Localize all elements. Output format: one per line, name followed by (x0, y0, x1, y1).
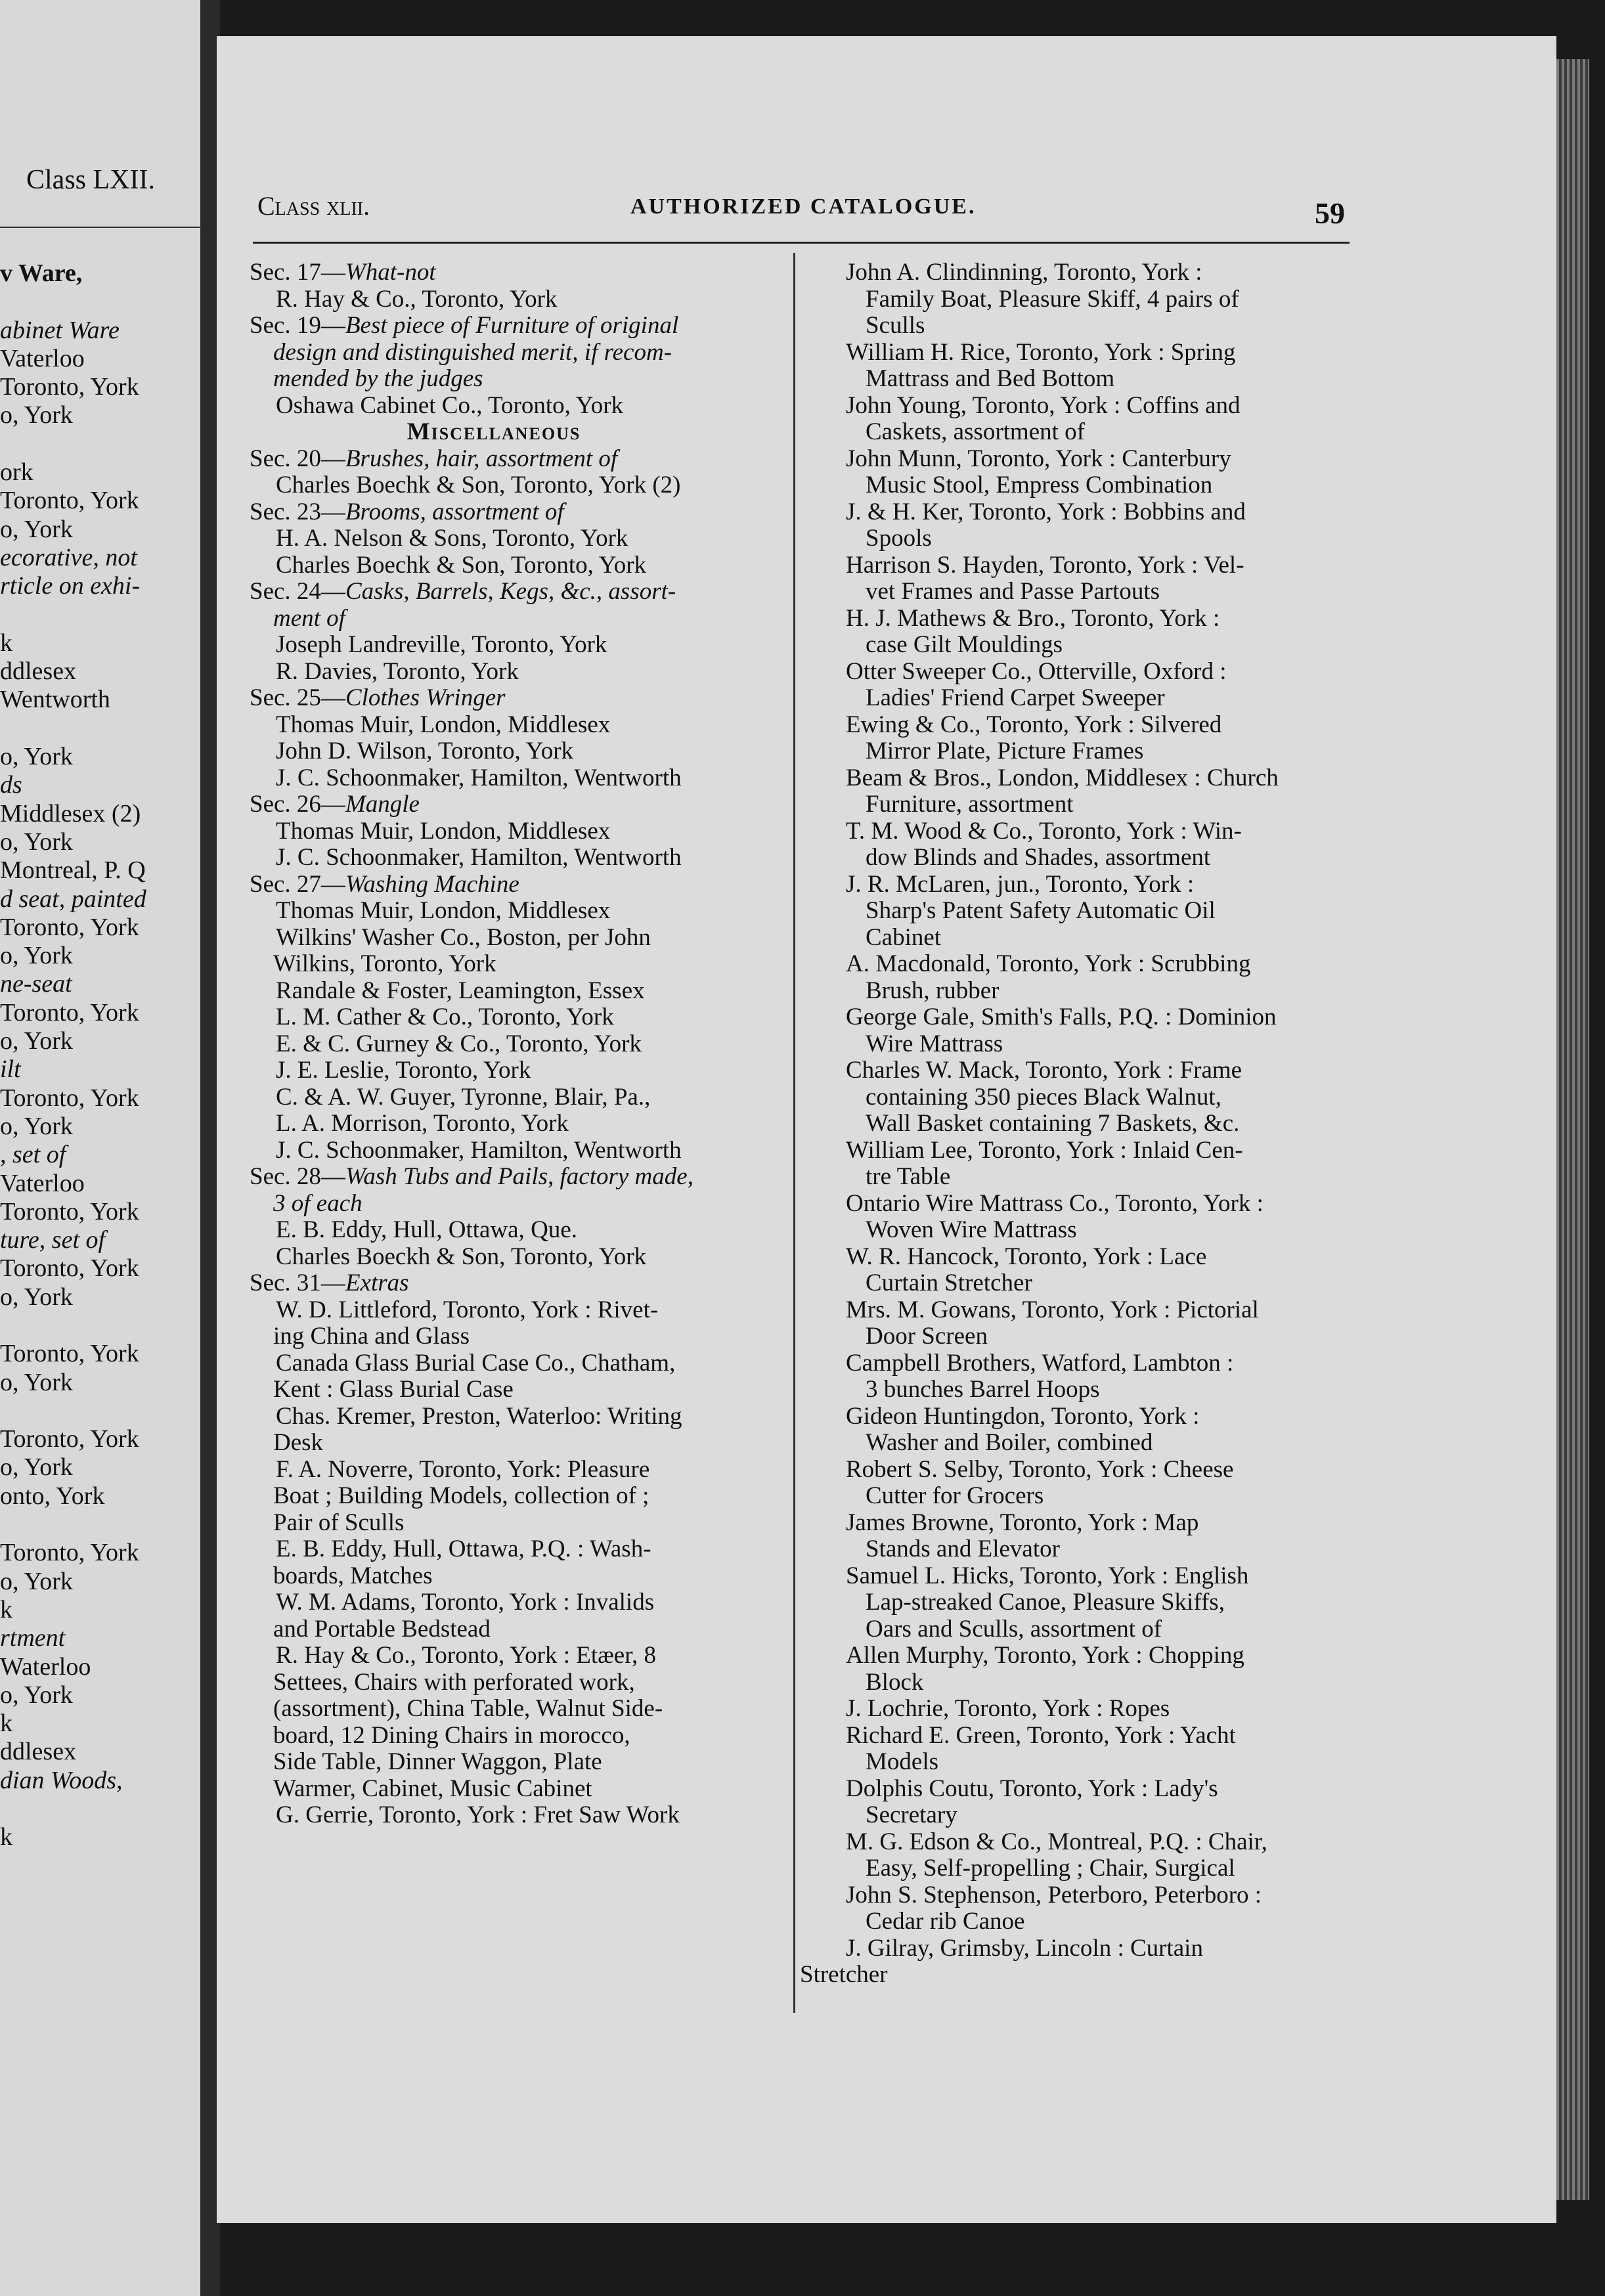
left-page-line: k (0, 1710, 12, 1738)
left-page-line: o, York (0, 1027, 73, 1055)
section-heading (231, 685, 757, 712)
exhibitor-entry-continuation: 3 bunches Barrel Hoops (866, 1377, 1100, 1403)
exhibitor-entry-continuation: dow Blinds and Shades, assortment (866, 845, 1211, 871)
exhibitor-entry-continuation: vet Frames and Passe Partouts (866, 579, 1160, 605)
section-title: Wash Tubs and Pails, factory made, (345, 1164, 693, 1190)
exhibitor-entry: L. M. Cather & Co., Toronto, York (276, 1004, 614, 1030)
section-title: Brooms, assortment of (345, 498, 564, 525)
exhibitor-entry-continuation: Sharp's Patent Safety Automatic Oil (866, 898, 1216, 924)
exhibitor-entry: Charles Boechk & Son, Toronto, York (276, 552, 647, 579)
left-page-line (0, 715, 200, 743)
exhibitor-entry: Samuel L. Hicks, Toronto, York : English (846, 1562, 1249, 1589)
left-page-line: o, York (0, 942, 73, 970)
left-page-line: k (0, 1595, 12, 1623)
exhibitor-entry: J. C. Schoonmaker, Hamilton, Wentworth (276, 845, 682, 871)
section-title: Extras (345, 1270, 409, 1296)
exhibitor-entry: Charles W. Mack, Toronto, York : Frame (846, 1057, 1242, 1084)
header-rule (253, 242, 1350, 244)
exhibitor-entry-continuation: (assortment), China Table, Walnut Side- (273, 1696, 663, 1722)
section-title: Washing Machine (345, 871, 519, 898)
exhibitor-entry-continuation: case Gilt Mouldings (866, 632, 1063, 658)
exhibitor-entry: Robert S. Selby, Toronto, York : Cheese (846, 1456, 1234, 1483)
exhibitor-entry: C. & A. W. Guyer, Tyronne, Blair, Pa., (276, 1084, 651, 1111)
section-title: Casks, Barrels, Kegs, &c., assort- (345, 579, 676, 605)
class-label: Class xlii. (257, 191, 370, 221)
exhibitor-entry-continuation: Cutter for Grocers (866, 1483, 1044, 1509)
left-page-line: Toronto, York (0, 913, 139, 941)
left-page-line: v Ware, (0, 259, 83, 287)
exhibitor-entry: T. M. Wood & Co., Toronto, York : Win- (846, 818, 1242, 845)
exhibitor-entry: James Browne, Toronto, York : Map (846, 1509, 1199, 1536)
exhibitor-entry: John A. Clindinning, Toronto, York : (846, 259, 1202, 286)
left-page-line: Toronto, York (0, 1084, 139, 1112)
section-title: Mangle (345, 791, 420, 818)
section-number: Sec. 28— (250, 1164, 345, 1190)
left-page-line: Toronto, York (0, 998, 139, 1027)
left-page-line: ds (0, 771, 22, 799)
exhibitor-entry: G. Gerrie, Toronto, York : Fret Saw Work (276, 1802, 680, 1828)
section-heading (231, 791, 757, 818)
section-number: Sec. 25— (250, 685, 345, 711)
exhibitor-entry-continuation: Cabinet (866, 924, 942, 951)
exhibitor-entry-continuation: ing China and Glass (273, 1323, 470, 1350)
exhibitor-entry-continuation: Stands and Elevator (866, 1536, 1060, 1562)
left-page-line: o, York (0, 515, 73, 543)
exhibitor-entry: Harrison S. Hayden, Toronto, York : Vel- (846, 552, 1244, 579)
left-page-line: rtment (0, 1624, 66, 1652)
left-page-line: k (0, 1823, 12, 1851)
left-class-heading: Class LXII. (26, 165, 155, 195)
exhibitor-entry: W. R. Hancock, Toronto, York : Lace (846, 1243, 1207, 1270)
left-page-line: ne-seat (0, 970, 72, 998)
exhibitor-entry: Ewing & Co., Toronto, York : Silvered (846, 711, 1222, 738)
exhibitor-entry-continuation: Side Table, Dinner Waggon, Plate (273, 1749, 602, 1775)
section-number: Sec. 17— (250, 259, 345, 286)
left-page-line: Waterloo (0, 1652, 91, 1681)
left-page-line: Toronto, York (0, 1254, 139, 1283)
left-page-line: Montreal, P. Q (0, 856, 146, 885)
exhibitor-entry: Beam & Bros., London, Middlesex : Church (846, 764, 1279, 791)
left-page-fragment (0, 0, 200, 2296)
exhibitor-entry: J. C. Schoonmaker, Hamilton, Wentworth (276, 1137, 682, 1164)
left-page-line (0, 288, 200, 316)
section-number: Sec. 20— (250, 445, 345, 472)
section-heading (231, 579, 757, 606)
exhibitor-entry: J. C. Schoonmaker, Hamilton, Wentworth (276, 764, 682, 791)
section-number: Sec. 31— (250, 1270, 345, 1296)
left-page-line: Toronto, York (0, 1425, 139, 1453)
exhibitor-entry: Charles Boeckh & Son, Toronto, York (276, 1243, 647, 1270)
left-page-line: Toronto, York (0, 1539, 139, 1567)
section-heading-continuation: mended by the judges (273, 366, 483, 392)
exhibitor-entry-continuation: board, 12 Dining Chairs in morocco, (273, 1722, 630, 1749)
section-number: Sec. 19— (250, 313, 345, 339)
exhibitor-entry: Gideon Huntingdon, Toronto, York : (846, 1403, 1200, 1430)
exhibitor-entry-continuation: Boat ; Building Models, collection of ; (273, 1483, 649, 1509)
exhibitor-entry-continuation: Spools (866, 525, 932, 552)
section-number: Sec. 27— (250, 871, 345, 898)
right-column (800, 259, 1365, 1989)
left-page-line: dian Woods, (0, 1766, 123, 1794)
left-page-line: Vaterloo (0, 1169, 85, 1197)
left-page-line (0, 1397, 200, 1425)
left-page-line: Toronto, York (0, 487, 139, 515)
page-edges (1556, 59, 1589, 2200)
exhibitor-entry-continuation: Caskets, assortment of (866, 419, 1085, 445)
exhibitor-entry: Thomas Muir, London, Middlesex (276, 711, 611, 738)
exhibitor-entry-continuation: Pair of Sculls (273, 1509, 405, 1536)
exhibitor-entry-continuation: Sculls (866, 313, 925, 339)
exhibitor-entry: William H. Rice, Toronto, York : Spring (846, 339, 1236, 366)
exhibitor-entry-continuation: Wilkins, Toronto, York (273, 951, 496, 977)
exhibitor-entry: E. B. Eddy, Hull, Ottawa, P.Q. : Wash- (276, 1536, 651, 1562)
section-title: What-not (345, 259, 436, 286)
exhibitor-entry-continuation: Models (866, 1749, 938, 1775)
section-heading (231, 313, 757, 340)
section-heading (231, 259, 757, 286)
exhibitor-entry: J. Gilray, Grimsby, Lincoln : Curtain (846, 1935, 1203, 1962)
left-page-line: o, York (0, 1283, 73, 1311)
exhibitor-entry: E. & C. Gurney & Co., Toronto, York (276, 1030, 642, 1057)
left-page-line: abinet Ware (0, 316, 120, 344)
left-page-line: , set of (0, 1141, 66, 1169)
exhibitor-entry-continuation: Settees, Chairs with perforated work, (273, 1669, 635, 1696)
section-heading-continuation: design and distinguished merit, if recom- (273, 339, 672, 366)
exhibitor-entry: J. R. McLaren, jun., Toronto, York : (846, 871, 1195, 898)
section-heading (231, 446, 757, 473)
left-page-line: Vaterloo (0, 344, 85, 372)
exhibitor-entry: Otter Sweeper Co., Otterville, Oxford : (846, 658, 1227, 685)
exhibitor-entry: M. G. Edson & Co., Montreal, P.Q. : Chair, (846, 1828, 1267, 1855)
exhibitor-entry-continuation: Mirror Plate, Picture Frames (866, 738, 1144, 764)
exhibitor-entry-continuation: Wall Basket containing 7 Baskets, &c. (866, 1111, 1240, 1137)
section-heading (231, 499, 757, 526)
left-page-line: o, York (0, 401, 73, 430)
exhibitor-entry: John Munn, Toronto, York : Canterbury (846, 445, 1231, 472)
exhibitor-entry: Mrs. M. Gowans, Toronto, York : Pictorial (846, 1296, 1259, 1323)
left-page-line: ddlesex (0, 1738, 77, 1766)
exhibitor-entry: F. A. Noverre, Toronto, York: Pleasure (276, 1456, 650, 1483)
exhibitor-entry-continuation: Washer and Boiler, combined (866, 1430, 1153, 1456)
exhibitor-entry-continuation: Lap-streaked Canoe, Pleasure Skiffs, (866, 1589, 1225, 1616)
exhibitor-entry: Wilkins' Washer Co., Boston, per John (276, 924, 651, 951)
exhibitor-entry-continuation: Cedar rib Canoe (866, 1909, 1025, 1935)
exhibitor-entry: Campbell Brothers, Watford, Lambton : (846, 1350, 1234, 1377)
exhibitor-entry: William Lee, Toronto, York : Inlaid Cen- (846, 1137, 1243, 1164)
exhibitor-entry: Dolphis Coutu, Toronto, York : Lady's (846, 1775, 1218, 1802)
exhibitor-entry-continuation: Door Screen (866, 1323, 988, 1350)
exhibitor-entry: Joseph Landreville, Toronto, York (276, 632, 607, 658)
exhibitor-entry-continuation: and Portable Bedstead (273, 1616, 491, 1643)
exhibitor-entry-continuation: Ladies' Friend Carpet Sweeper (866, 685, 1165, 711)
exhibitor-entry-continuation: Brush, rubber (866, 977, 1000, 1004)
section-title: Best piece of Furniture of original (345, 313, 679, 339)
exhibitor-entry-continuation: boards, Matches (273, 1562, 433, 1589)
exhibitor-entry: Randale & Foster, Leamington, Essex (276, 977, 645, 1004)
section-number: Sec. 23— (250, 498, 345, 525)
exhibitor-entry: H. A. Nelson & Sons, Toronto, York (276, 525, 628, 552)
section-heading (231, 1164, 757, 1191)
exhibitor-entry-continuation: Mattrass and Bed Bottom (866, 366, 1115, 392)
left-page-line (0, 1511, 200, 1539)
left-page-line: Toronto, York (0, 1197, 139, 1225)
left-page-line: o, York (0, 828, 73, 856)
exhibitor-entry: Allen Murphy, Toronto, York : Chopping (846, 1643, 1244, 1669)
left-page-line: ture, set of (0, 1226, 106, 1254)
section-heading-continuation: 3 of each (273, 1190, 363, 1217)
exhibitor-entry-continuation: Music Stool, Empress Combination (866, 472, 1213, 498)
section-number: Sec. 24— (250, 579, 345, 605)
left-page-line: ecorative, not (0, 543, 137, 571)
exhibitor-entry-continuation: Wire Mattrass (866, 1030, 1003, 1057)
left-page-line: o, York (0, 1567, 73, 1595)
left-page-line: o, York (0, 743, 73, 771)
exhibitor-entry: W. D. Littleford, Toronto, York : Rivet- (276, 1296, 659, 1323)
exhibitor-entry: Charles Boechk & Son, Toronto, York (2) (276, 472, 681, 498)
exhibitor-entry: R. Hay & Co., Toronto, York (276, 286, 558, 313)
exhibitor-entry: John D. Wilson, Toronto, York (276, 738, 574, 764)
left-page-line: d seat, painted (0, 885, 146, 913)
left-column (231, 259, 757, 1829)
exhibitor-entry: J. E. Leslie, Toronto, York (276, 1057, 531, 1084)
left-header-rule (0, 227, 200, 228)
exhibitor-entry: J. & H. Ker, Toronto, York : Bobbins and (846, 498, 1246, 525)
exhibitor-entry: Oshawa Cabinet Co., Toronto, York (276, 392, 624, 419)
left-page-line (0, 430, 200, 458)
exhibitor-entry-continuation: tre Table (866, 1164, 951, 1190)
left-page-line: o, York (0, 1112, 73, 1140)
exhibitor-entry-continuation: Oars and Sculls, assortment of (866, 1616, 1162, 1643)
exhibitor-entry: Ontario Wire Mattrass Co., Toronto, York : (846, 1190, 1264, 1217)
exhibitor-entry: Richard E. Green, Toronto, York : Yacht (846, 1722, 1236, 1749)
exhibitor-entry-continuation: Stretcher (800, 1962, 888, 1988)
exhibitor-entry: Thomas Muir, London, Middlesex (276, 818, 611, 845)
exhibitor-entry-continuation: Family Boat, Pleasure Skiff, 4 pairs of (866, 286, 1239, 313)
exhibitor-entry-continuation: Easy, Self-propelling ; Chair, Surgical (866, 1855, 1235, 1882)
column-divider (793, 253, 795, 2013)
exhibitor-entry: John S. Stephenson, Peterboro, Peterboro : (846, 1882, 1262, 1909)
exhibitor-entry: Chas. Kremer, Preston, Waterloo: Writing (276, 1403, 682, 1430)
left-page-line: Toronto, York (0, 373, 139, 401)
left-page-line: ork (0, 458, 33, 487)
exhibitor-entry-continuation: Secretary (866, 1802, 957, 1828)
exhibitor-entry: L. A. Morrison, Toronto, York (276, 1111, 569, 1137)
exhibitor-entry-continuation: Woven Wire Mattrass (866, 1217, 1077, 1243)
left-page-line: Toronto, York (0, 1340, 139, 1368)
left-page-line: o, York (0, 1681, 73, 1709)
exhibitor-entry: John Young, Toronto, York : Coffins and (846, 392, 1241, 419)
category-heading: Miscellaneous (407, 419, 581, 445)
section-heading (231, 1270, 757, 1297)
section-title: Brushes, hair, assortment of (345, 445, 618, 472)
exhibitor-entry: J. Lochrie, Toronto, York : Ropes (846, 1696, 1170, 1722)
left-page-line (0, 1312, 200, 1340)
class-heading (257, 190, 370, 221)
exhibitor-entry-continuation: Block (866, 1669, 924, 1696)
exhibitor-entry: George Gale, Smith's Falls, P.Q. : Dominion (846, 1004, 1277, 1030)
left-page-line: rticle on exhi- (0, 572, 141, 600)
left-page-line: Middlesex (2) (0, 799, 141, 828)
exhibitor-entry: Canada Glass Burial Case Co., Chatham, (276, 1350, 676, 1377)
exhibitor-entry: Thomas Muir, London, Middlesex (276, 898, 611, 924)
left-page-line: k (0, 629, 12, 657)
exhibitor-entry-continuation: Furniture, assortment (866, 791, 1074, 818)
exhibitor-entry-continuation: Kent : Glass Burial Case (273, 1377, 514, 1403)
left-page-line (0, 1795, 200, 1823)
left-page-line: o, York (0, 1368, 73, 1396)
exhibitor-entry: A. Macdonald, Toronto, York : Scrubbing (846, 951, 1251, 977)
exhibitor-entry: H. J. Mathews & Bro., Toronto, York : (846, 605, 1220, 632)
section-title: Clothes Wringer (345, 685, 506, 711)
page-number: 59 (1315, 196, 1345, 230)
exhibitor-entry: W. M. Adams, Toronto, York : Invalids (276, 1589, 655, 1616)
exhibitor-entry: E. B. Eddy, Hull, Ottawa, Que. (276, 1217, 577, 1243)
exhibitor-entry-continuation: containing 350 pieces Black Walnut, (866, 1084, 1221, 1111)
section-heading-continuation: ment of (273, 605, 345, 632)
section-number: Sec. 26— (250, 791, 345, 818)
exhibitor-entry: R. Hay & Co., Toronto, York : Etæer, 8 (276, 1643, 657, 1669)
exhibitor-entry-continuation: Warmer, Cabinet, Music Cabinet (273, 1775, 592, 1802)
exhibitor-entry-continuation: Desk (273, 1430, 324, 1456)
left-page-line: o, York (0, 1453, 73, 1482)
left-page-line (0, 601, 200, 629)
catalogue-title: AUTHORIZED CATALOGUE. (630, 194, 977, 219)
exhibitor-entry-continuation: Curtain Stretcher (866, 1270, 1032, 1296)
left-page-line: onto, York (0, 1482, 105, 1510)
left-page-line: ddlesex (0, 657, 77, 686)
left-page-lines (0, 259, 200, 1852)
left-page-line: Wentworth (0, 686, 110, 714)
left-page-line: ilt (0, 1055, 21, 1084)
section-heading (231, 872, 757, 898)
exhibitor-entry: R. Davies, Toronto, York (276, 658, 519, 685)
